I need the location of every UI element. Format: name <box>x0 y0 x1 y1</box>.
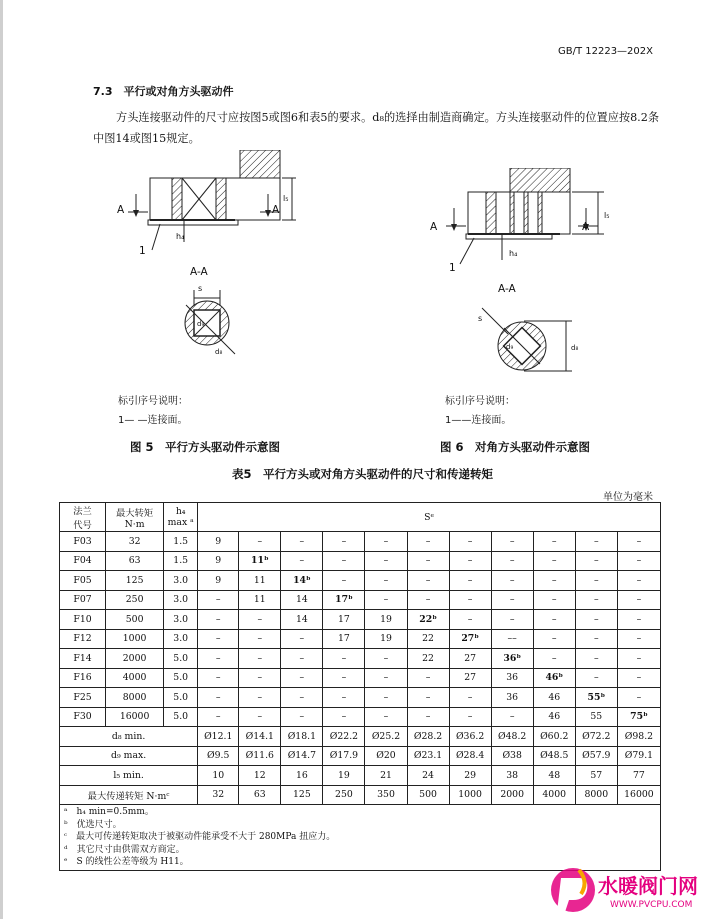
s-value-cell: 14ᵇ <box>281 571 323 591</box>
mt-value-cell: 32 <box>198 785 239 805</box>
s-value-cell: – <box>449 707 491 727</box>
max-torque-cell: 32 <box>106 532 164 552</box>
mt-value-cell: 1000 <box>449 785 491 805</box>
s-value-cell: 19 <box>365 629 407 649</box>
s-value-cell: – <box>281 551 323 571</box>
s-value-cell: 9 <box>198 571 239 591</box>
body-paragraph: 方头连接驱动件的尺寸应按图5或图6和表5的要求。d₈的选择由制造商确定。方头连接驱动件的位置应按8.2条中图14或图15规定。 <box>93 111 660 145</box>
s-value-cell: – <box>407 551 449 571</box>
s-value-cell: – <box>407 532 449 552</box>
s-value-cell: – <box>365 649 407 669</box>
fig6-marker-a-right: A <box>582 221 590 233</box>
table-row <box>60 532 661 552</box>
h4-cell: 3.0 <box>164 571 198 591</box>
s-value-cell: – <box>617 649 660 669</box>
max-torque-cell: 500 <box>106 610 164 630</box>
s-value-cell: 22ᵇ <box>407 610 449 630</box>
s-value-cell: – <box>617 688 660 708</box>
l5-value-cell: 16 <box>281 766 323 786</box>
standard-number: GB/T 12223—202X <box>557 46 653 57</box>
flange-code-cell: F03 <box>60 532 106 552</box>
max-torque-label: 最大传递转矩 N·mᶜ <box>60 785 198 805</box>
flange-code-cell: F10 <box>60 610 106 630</box>
fig6-caption: 图 6 对角方头驱动件示意图 <box>440 440 591 454</box>
s-value-cell: – <box>617 590 660 610</box>
d9-value-cell: Ø11.6 <box>239 746 281 766</box>
fig5-l5-label: l₅ <box>283 194 289 203</box>
s-value-cell: – <box>198 629 239 649</box>
flange-code-cell: F04 <box>60 551 106 571</box>
table-row <box>60 571 661 591</box>
d9-value-cell: Ø14.7 <box>281 746 323 766</box>
dimensions-table <box>59 502 661 871</box>
s-value-cell: – <box>365 532 407 552</box>
d8-value-cell: Ø72.2 <box>575 727 617 747</box>
table-row <box>60 551 661 571</box>
s-value-cell: – <box>617 551 660 571</box>
flange-code-cell: F16 <box>60 668 106 688</box>
l5-value-cell: 10 <box>198 766 239 786</box>
d9-value-cell: Ø38 <box>491 746 533 766</box>
s-value-cell: 14 <box>281 610 323 630</box>
s-value-cell: – <box>365 551 407 571</box>
d9-value-cell: Ø79.1 <box>617 746 660 766</box>
max-torque-cell: 4000 <box>106 668 164 688</box>
s-value-cell: – <box>407 590 449 610</box>
s-value-cell: 19 <box>365 610 407 630</box>
table-note: ᶜ 最大可传递转矩取决于被驱动件能承受不大于 280MPa 扭应力。 <box>64 832 336 843</box>
fig6-marker-a-left: A <box>430 221 438 233</box>
table-row <box>60 590 661 610</box>
max-torque-row <box>60 785 661 805</box>
s-value-cell: – <box>617 571 660 591</box>
s-value-cell: – <box>533 532 575 552</box>
s-value-cell: – <box>617 668 660 688</box>
fig5-section-title: A-A <box>190 266 208 278</box>
s-value-cell: – <box>575 551 617 571</box>
s-value-cell: – <box>365 668 407 688</box>
fig6-d9-label: d₉ <box>506 343 514 351</box>
s-value-cell: – <box>407 571 449 591</box>
d8-value-cell: Ø36.2 <box>449 727 491 747</box>
flange-code-cell: F12 <box>60 629 106 649</box>
l5-label: l₅ min. <box>60 766 198 786</box>
d8-value-cell: Ø98.2 <box>617 727 660 747</box>
d9-value-cell: Ø20 <box>365 746 407 766</box>
d8-row <box>60 727 661 747</box>
fig5-h4-label: h₄ <box>176 232 185 241</box>
s-value-cell: – <box>198 649 239 669</box>
s-value-cell: – <box>491 610 533 630</box>
fig6-callout-1: 1 <box>449 262 456 274</box>
d9-value-cell: Ø48.5 <box>533 746 575 766</box>
flange-code-cell: F25 <box>60 688 106 708</box>
s-value-cell: – <box>198 668 239 688</box>
d9-value-cell: Ø28.4 <box>449 746 491 766</box>
table-row <box>60 629 661 649</box>
mt-value-cell: 8000 <box>575 785 617 805</box>
s-value-cell: 17 <box>323 610 365 630</box>
mt-value-cell: 16000 <box>617 785 660 805</box>
s-value-cell: 17ᵇ <box>323 590 365 610</box>
max-torque-cell: 2000 <box>106 649 164 669</box>
s-value-cell: – <box>575 571 617 591</box>
max-torque-cell: 250 <box>106 590 164 610</box>
page-edge <box>0 0 3 919</box>
s-value-cell: – <box>491 571 533 591</box>
fig6-section-title: A-A <box>498 283 516 295</box>
max-torque-cell: 16000 <box>106 707 164 727</box>
s-value-cell: 27ᵇ <box>449 629 491 649</box>
s-value-cell: – <box>198 688 239 708</box>
h4-cell: 3.0 <box>164 590 198 610</box>
fig6-d8-label: d₈ <box>571 344 579 352</box>
l5-value-cell: 57 <box>575 766 617 786</box>
l5-value-cell: 24 <box>407 766 449 786</box>
s-value-cell: – <box>281 532 323 552</box>
l5-value-cell: 21 <box>365 766 407 786</box>
d8-value-cell: Ø22.2 <box>323 727 365 747</box>
h4-cell: 5.0 <box>164 707 198 727</box>
mt-value-cell: 4000 <box>533 785 575 805</box>
s-value-cell: 36ᵇ <box>491 649 533 669</box>
d8-value-cell: Ø60.2 <box>533 727 575 747</box>
s-value-cell: – <box>533 571 575 591</box>
table-note: ᵉ S 的线性公差等级为 H11。 <box>64 857 189 868</box>
s-value-cell: 11 <box>239 571 281 591</box>
table-row <box>60 688 661 708</box>
d8-value-cell: Ø25.2 <box>365 727 407 747</box>
d8-label: d₈ min. <box>60 727 198 747</box>
s-value-cell: – <box>407 688 449 708</box>
s-value-cell: – <box>323 688 365 708</box>
s-value-cell: – <box>198 610 239 630</box>
h4-cell: 3.0 <box>164 610 198 630</box>
s-value-cell: – <box>575 610 617 630</box>
h4-cell: 1.5 <box>164 551 198 571</box>
fig5-d8-label: d₈ <box>215 348 223 356</box>
s-value-cell: – <box>407 707 449 727</box>
s-value-cell: 75ᵇ <box>617 707 660 727</box>
mt-value-cell: 250 <box>323 785 365 805</box>
fig6-h4-label: h₄ <box>509 249 518 258</box>
d9-row <box>60 746 661 766</box>
s-value-cell: – <box>239 668 281 688</box>
h4-cell: 5.0 <box>164 649 198 669</box>
h4-cell: 3.0 <box>164 629 198 649</box>
s-value-cell: 46 <box>533 688 575 708</box>
s-value-cell: – <box>281 707 323 727</box>
d8-value-cell: Ø28.2 <box>407 727 449 747</box>
s-value-cell: – <box>407 668 449 688</box>
l5-value-cell: 48 <box>533 766 575 786</box>
max-torque-cell: 1000 <box>106 629 164 649</box>
s-value-cell: – <box>575 629 617 649</box>
s-value-cell: – <box>281 688 323 708</box>
fig5-caption: 图 5 平行方头驱动件示意图 <box>130 440 281 454</box>
table-note: ᵃ h₄ min=0.5mm。 <box>64 807 154 817</box>
s-value-cell: 27 <box>449 668 491 688</box>
s-value-cell: – <box>575 668 617 688</box>
figure-6-drawing <box>420 168 640 383</box>
s-value-cell: 36 <box>491 688 533 708</box>
s-value-cell: – <box>491 707 533 727</box>
figure-5-drawing <box>110 150 330 370</box>
table-row <box>60 649 661 669</box>
s-value-cell: – <box>449 571 491 591</box>
s-value-cell: 36 <box>491 668 533 688</box>
mt-value-cell: 125 <box>281 785 323 805</box>
s-value-cell: – <box>533 551 575 571</box>
max-torque-cell: 125 <box>106 571 164 591</box>
fig6-legend-title: 标引序号说明： <box>445 396 515 407</box>
table-row <box>60 707 661 727</box>
d9-value-cell: Ø23.1 <box>407 746 449 766</box>
s-value-cell: – <box>198 707 239 727</box>
d9-value-cell: Ø57.9 <box>575 746 617 766</box>
h4-cell: 5.0 <box>164 688 198 708</box>
s-value-cell: – <box>198 590 239 610</box>
max-torque-cell: 63 <box>106 551 164 571</box>
s-value-cell: – <box>449 688 491 708</box>
mt-value-cell: 2000 <box>491 785 533 805</box>
s-value-cell: – <box>365 688 407 708</box>
table-header-row <box>60 503 661 532</box>
l5-value-cell: 77 <box>617 766 660 786</box>
section-title: 7.3 平行或对角方头驱动件 <box>93 85 234 98</box>
s-value-cell: 55ᵇ <box>575 688 617 708</box>
fig6-s-label: s <box>478 314 483 323</box>
h4-cell: 5.0 <box>164 668 198 688</box>
d8-value-cell: Ø48.2 <box>491 727 533 747</box>
l5-value-cell: 12 <box>239 766 281 786</box>
fig5-d9-label: d₉ <box>197 320 205 328</box>
s-value-cell: –– <box>491 629 533 649</box>
fig5-legend-item: 1— —连接面。 <box>118 415 188 426</box>
s-value-cell: – <box>239 532 281 552</box>
s-value-cell: – <box>281 668 323 688</box>
l5-row <box>60 766 661 786</box>
s-value-cell: – <box>449 532 491 552</box>
flange-code-cell: F14 <box>60 649 106 669</box>
s-value-cell: – <box>617 610 660 630</box>
s-value-cell: – <box>323 707 365 727</box>
s-value-cell: 22 <box>407 629 449 649</box>
s-value-cell: – <box>533 590 575 610</box>
mt-value-cell: 63 <box>239 785 281 805</box>
s-value-cell: – <box>239 688 281 708</box>
s-value-cell: – <box>239 610 281 630</box>
mt-value-cell: 500 <box>407 785 449 805</box>
table-row <box>60 610 661 630</box>
s-value-cell: – <box>491 532 533 552</box>
d9-value-cell: Ø17.9 <box>323 746 365 766</box>
s-value-cell: – <box>449 610 491 630</box>
s-value-cell: – <box>365 707 407 727</box>
header-h4: h₄ max ᵃ <box>164 503 198 532</box>
s-value-cell: 17 <box>323 629 365 649</box>
s-value-cell: 27 <box>449 649 491 669</box>
header-torque: 最大转矩 N·m <box>106 503 164 532</box>
s-value-cell: – <box>575 649 617 669</box>
s-value-cell: – <box>323 551 365 571</box>
table-note: ᵇ 优选尺寸。 <box>64 819 122 830</box>
l5-value-cell: 29 <box>449 766 491 786</box>
s-value-cell: – <box>533 649 575 669</box>
flange-code-cell: F05 <box>60 571 106 591</box>
s-value-cell: 46 <box>533 707 575 727</box>
s-value-cell: – <box>281 649 323 669</box>
s-value-cell: – <box>491 590 533 610</box>
table-unit: 单位为毫米 <box>603 492 653 503</box>
s-value-cell: – <box>533 629 575 649</box>
s-value-cell: – <box>365 590 407 610</box>
l5-value-cell: 38 <box>491 766 533 786</box>
d8-value-cell: Ø18.1 <box>281 727 323 747</box>
fig6-legend-item: 1——连接面。 <box>445 415 512 426</box>
s-value-cell: 46ᵇ <box>533 668 575 688</box>
s-value-cell: – <box>575 590 617 610</box>
s-value-cell: – <box>239 707 281 727</box>
fig5-marker-a-left: A <box>117 204 125 216</box>
s-value-cell: 22 <box>407 649 449 669</box>
s-value-cell: – <box>449 551 491 571</box>
s-value-cell: 11ᵇ <box>239 551 281 571</box>
table-note: ᵈ 其它尺寸由供需双方商定。 <box>64 844 185 855</box>
s-value-cell: – <box>323 668 365 688</box>
h4-cell: 1.5 <box>164 532 198 552</box>
s-value-cell: 11 <box>239 590 281 610</box>
d9-label: d₉ max. <box>60 746 198 766</box>
s-value-cell: – <box>533 610 575 630</box>
flange-code-cell: F07 <box>60 590 106 610</box>
s-value-cell: – <box>617 629 660 649</box>
s-value-cell: – <box>323 532 365 552</box>
s-value-cell: 55 <box>575 707 617 727</box>
s-value-cell: – <box>449 590 491 610</box>
fig6-l5-label: l₅ <box>604 211 610 220</box>
s-value-cell: – <box>323 649 365 669</box>
s-value-cell: – <box>365 571 407 591</box>
l5-value-cell: 19 <box>323 766 365 786</box>
d8-value-cell: Ø12.1 <box>198 727 239 747</box>
watermark-brand: 水暖阀门网 <box>598 874 698 898</box>
table-row <box>60 668 661 688</box>
fig5-marker-a-right: A <box>272 204 280 216</box>
header-flange: 法兰 代号 <box>60 503 106 532</box>
s-value-cell: – <box>617 532 660 552</box>
d8-value-cell: Ø14.1 <box>239 727 281 747</box>
s-value-cell: – <box>491 551 533 571</box>
header-s: Sᵉ <box>198 503 661 532</box>
fig5-legend-title: 标引序号说明： <box>118 396 188 407</box>
s-value-cell: – <box>281 629 323 649</box>
d9-value-cell: Ø9.5 <box>198 746 239 766</box>
s-value-cell: – <box>575 532 617 552</box>
max-torque-cell: 8000 <box>106 688 164 708</box>
mt-value-cell: 350 <box>365 785 407 805</box>
s-value-cell: – <box>323 571 365 591</box>
table-title: 表5 平行方头或对角方头驱动件的尺寸和传递转矩 <box>232 467 493 481</box>
fig5-callout-1: 1 <box>139 245 146 257</box>
s-value-cell: – <box>239 649 281 669</box>
s-value-cell: 14 <box>281 590 323 610</box>
s-value-cell: 9 <box>198 532 239 552</box>
s-value-cell: 9 <box>198 551 239 571</box>
watermark-url: WWW.PVCPU.COM <box>610 900 693 910</box>
fig5-s-label: s <box>198 284 203 293</box>
s-value-cell: – <box>239 629 281 649</box>
flange-code-cell: F30 <box>60 707 106 727</box>
